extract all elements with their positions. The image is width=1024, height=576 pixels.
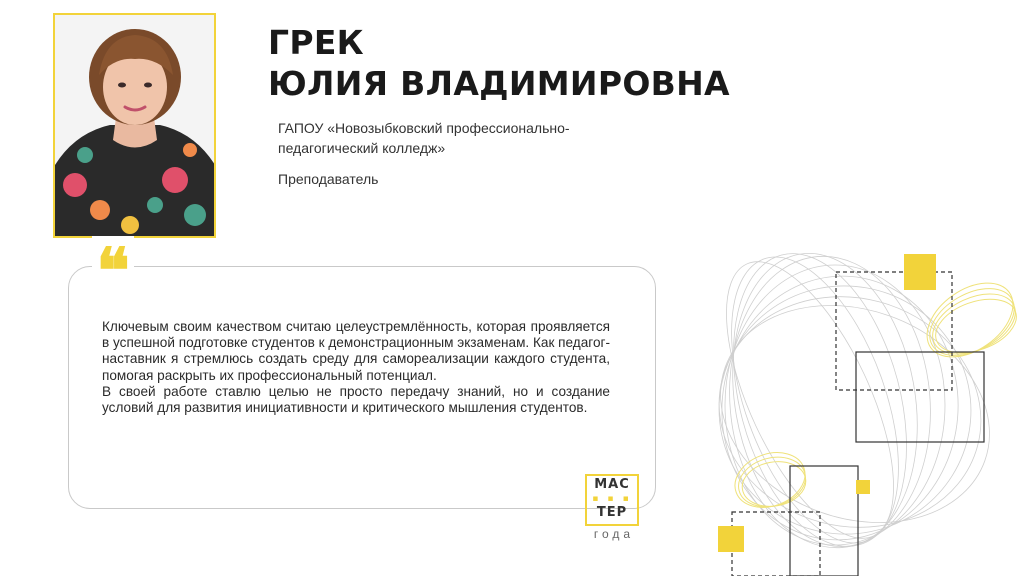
decorative-line-pattern (660, 230, 1024, 576)
logo-dots: ▪ ▪ ▪ (592, 494, 632, 504)
position-title: Преподаватель (278, 171, 379, 187)
logo-box (585, 474, 639, 526)
quote-paragraph: В своей работе ставлю целью не просто передачу знаний, но и создание условий для развития инициативности и критического мышления студентов. (102, 383, 610, 416)
quote-mark-icon: ❝ (92, 236, 134, 288)
person-surname: ГРЕК (268, 23, 364, 62)
portrait-illustration (55, 15, 215, 237)
logo-subtitle: года (593, 527, 635, 541)
quote-paragraph: Ключевым своим качеством считаю целеустремлённость, которая проявляется в успешной подготовке студентов к демонстрационным экзаменам. Как педагог-наставник я стремлюсь создать среду для самореализации каждого студента, помогая раскрыть их профессиональный потенциал. (102, 319, 610, 383)
logo-line-1: МАС (594, 477, 630, 492)
quote-text (102, 319, 610, 416)
person-name (268, 22, 730, 104)
logo-line-2: ТЕР (596, 505, 628, 520)
master-goda-logo (585, 474, 643, 541)
organization: ГАПОУ «Новозыбковский профессионально-педагогический колледж» (278, 120, 570, 156)
person-given-names: ЮЛИЯ ВЛАДИМИРОВНА (268, 64, 730, 103)
portrait-photo (53, 13, 216, 238)
